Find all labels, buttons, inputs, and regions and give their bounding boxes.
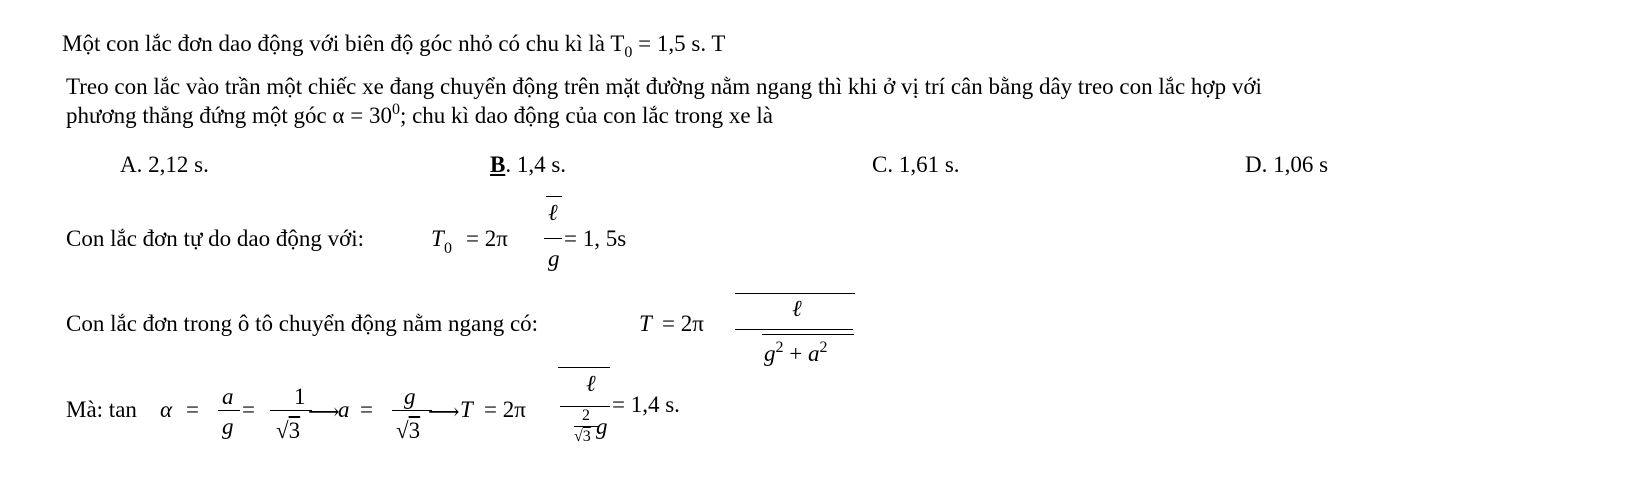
solution-line-1-text: Con lắc đơn tự do dao động với: xyxy=(66,226,365,251)
sol3-eq3: = xyxy=(360,397,373,422)
option-a-text: . 2,12 s. xyxy=(136,152,209,177)
option-b-letter: B xyxy=(490,152,506,177)
sol3-f2-line xyxy=(270,410,312,411)
option-c-text: . 1,61 s. xyxy=(887,152,960,177)
sol3-f1-num: a xyxy=(222,384,234,409)
sol1-result: = 1, 5s xyxy=(564,226,627,251)
sol1-sqrt-bar xyxy=(546,196,562,197)
sol3-eq4: = 2π xyxy=(484,397,526,422)
question-line-3 xyxy=(66,102,773,133)
solution-line-3-text: Mà: tan xyxy=(66,397,137,422)
sol3-f3-sqrt-icon: √ xyxy=(396,418,409,443)
option-d-text: . 1,06 s xyxy=(1261,152,1329,177)
sol3-f2-den-value: 3 xyxy=(288,418,301,443)
question-line-1 xyxy=(62,30,725,61)
sol1-T-subscript: 0 xyxy=(444,240,452,257)
sol3-f2-num: 1 xyxy=(294,384,306,409)
sol2-fraction-denominator xyxy=(764,341,827,370)
sol3-inner-small-den-value: 3 xyxy=(582,428,591,445)
sol2-fraction-line xyxy=(735,329,853,330)
sol3-f3-line xyxy=(392,410,432,411)
sol1-fraction-line xyxy=(544,238,562,239)
question-line-2: Treo con lắc vào trần một chiếc xe đang chuyển động trên mặt đường nằm ngang thì khi ở vị trí cân bằng dây treo con lắc hợp với xyxy=(66,74,1262,99)
sol3-f3-den-value: 3 xyxy=(408,418,421,443)
sol2-den-g: g xyxy=(764,341,776,366)
sol1-fraction-denominator: g xyxy=(548,246,560,271)
solution-line-2-text: Con lắc đơn trong ô tô chuyển động nằm ngang có: xyxy=(66,311,539,336)
sol3-f1-line xyxy=(218,410,240,411)
sol3-arrow-1-icon: ⟶ xyxy=(308,399,340,424)
sol3-f3-num: g xyxy=(404,384,416,409)
sol2-den-plus: + xyxy=(783,341,808,366)
sol2-inner-sqrt-bar xyxy=(762,334,854,335)
sol3-inner-small-line xyxy=(574,426,598,427)
sol3-result: = 1,4 s. xyxy=(612,392,680,417)
question-text-1-tail: = 1,5 s. T xyxy=(632,31,726,56)
degree-superscript: 0 xyxy=(391,101,400,118)
question-text-3: phương thẳng đứng một góc α = 30 xyxy=(66,103,392,128)
sol3-sqrt-bar xyxy=(558,367,610,368)
sol3-arrow-2-icon: ⟶ xyxy=(428,399,460,424)
sol1-fraction-numerator: ℓ xyxy=(548,200,558,225)
sol3-inner-num: ℓ xyxy=(586,371,596,396)
sol3-eq1: = xyxy=(186,397,199,422)
question-text-1: Một con lắc đơn dao động với biên độ góc nhỏ có chu kì là T xyxy=(62,31,625,56)
sol3-f2-den xyxy=(276,418,300,444)
sol3-inner-g: g xyxy=(596,414,608,439)
sol1-equals-2pi: = 2π xyxy=(466,226,508,251)
option-d[interactable] xyxy=(1245,151,1328,179)
option-d-letter: D xyxy=(1245,152,1262,177)
sol2-equals-2pi: = 2π xyxy=(662,311,704,336)
option-a-letter: A xyxy=(120,152,137,177)
sol3-f1-den: g xyxy=(222,414,234,439)
option-c[interactable] xyxy=(872,151,960,179)
option-b-text: . 1,4 s. xyxy=(505,152,567,177)
sol3-f3-den xyxy=(396,418,420,444)
sol3-alpha: α xyxy=(160,397,173,422)
sol2-den-a: a xyxy=(807,341,820,366)
period-subscript: 0 xyxy=(624,44,633,61)
sol3-inner-small-den xyxy=(574,428,591,446)
sol3-eq2: = xyxy=(242,397,255,422)
sol3-T: T xyxy=(460,397,473,422)
sol2-den-exp2: 2 xyxy=(819,339,828,356)
sol2-T: T xyxy=(639,311,652,336)
sol2-den-exp1: 2 xyxy=(775,339,784,356)
sol2-fraction-numerator: ℓ xyxy=(792,296,802,321)
sol3-f2-sqrt-icon: √ xyxy=(276,418,289,443)
sol1-T: T xyxy=(431,226,444,251)
option-b[interactable] xyxy=(490,151,566,179)
sol3-inner-sqrt-icon: √ xyxy=(574,428,583,445)
sol3-a-var: a xyxy=(338,397,350,422)
sol2-sqrt-bar xyxy=(735,293,855,294)
sol3-inner-small-num: 2 xyxy=(582,407,590,424)
question-text-3-tail: ; chu kì dao động của con lắc trong xe là xyxy=(399,103,773,128)
option-c-letter: C xyxy=(872,152,888,177)
option-a[interactable] xyxy=(120,151,209,179)
